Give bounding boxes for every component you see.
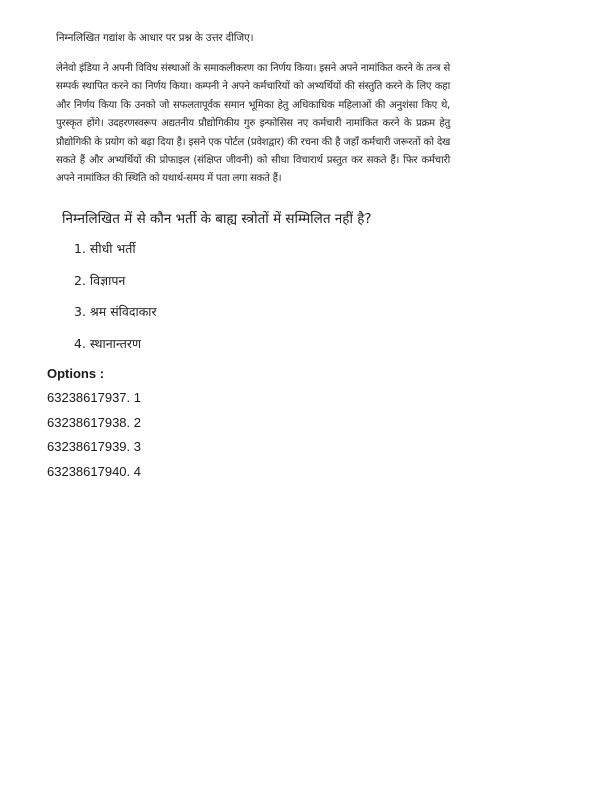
choice-list	[74, 240, 157, 366]
option-item-4[interactable]: 63238617940. 4	[47, 463, 141, 479]
choice-item-4: 4. स्थानान्तरण	[74, 335, 142, 351]
passage-text: लेनेवो इंडिया ने अपनी विविध संस्थाओं के समाकलीकरण का निर्णय किया। इसने अपने नामांकित करने के तन्त्र से सम्पर्क स्थापित करने का निर्णय किया। कम्पनी ने अपने कर्मचारियों को अभ्यर्थियों की संस्तुति करने के लिए कहा और निर्णय किया कि उनको जो सफलतापूर्वक समान भूमिका हेतु अधिकाधिक महिलाओं की अनुशंसा किए थे, पुरस्कृत होंगे। उदहरणस्वरूप अद्यतनीय प्रौद्योगिकीय गुरु इन्फोसिस नए कर्मचारी नामांकित करने के प्रक्रम हेतु प्रौद्योगिकी के प्रयोग को बढ़ा दिया है। इसने एक पोर्टल (प्रवेशद्वार) की रचना की है जहाँ कर्मचारी जरूरतों को देख सकते हैं और अभ्यर्थियों की प्रोफाइल (संक्षिप्त जीवनी) को सीधा विचारार्थ प्रस्तुत कर सकते हैं। फिर कर्मचारी अपने नामांकित की स्थिति को यथार्थ-समय में पता लगा सकते हैं।	[56, 63, 450, 185]
option-item-3[interactable]: 63238617939. 3	[47, 439, 141, 454]
options-heading: Options :	[47, 366, 105, 381]
choice-item-2: 2. विज्ञापन	[74, 272, 126, 288]
choice-item-3: 3. श्रम संविदाकार	[74, 304, 157, 319]
question-text: निम्नलिखित में से कौन भर्ती के बाह्य स्त्रोतों में सम्मिलित नहीं है?	[62, 211, 372, 227]
passage-instruction: निम्नलिखित गद्यांश के आधार पर प्रश्न के उत्तर दीजिए।	[56, 32, 254, 44]
option-item-2[interactable]: 63238617938. 2	[47, 414, 141, 430]
choice-item-1: 1. सीधी भर्ती	[74, 241, 136, 256]
passage-block	[56, 30, 450, 189]
option-item-1[interactable]: 63238617937. 1	[47, 390, 141, 405]
option-list	[47, 389, 141, 487]
